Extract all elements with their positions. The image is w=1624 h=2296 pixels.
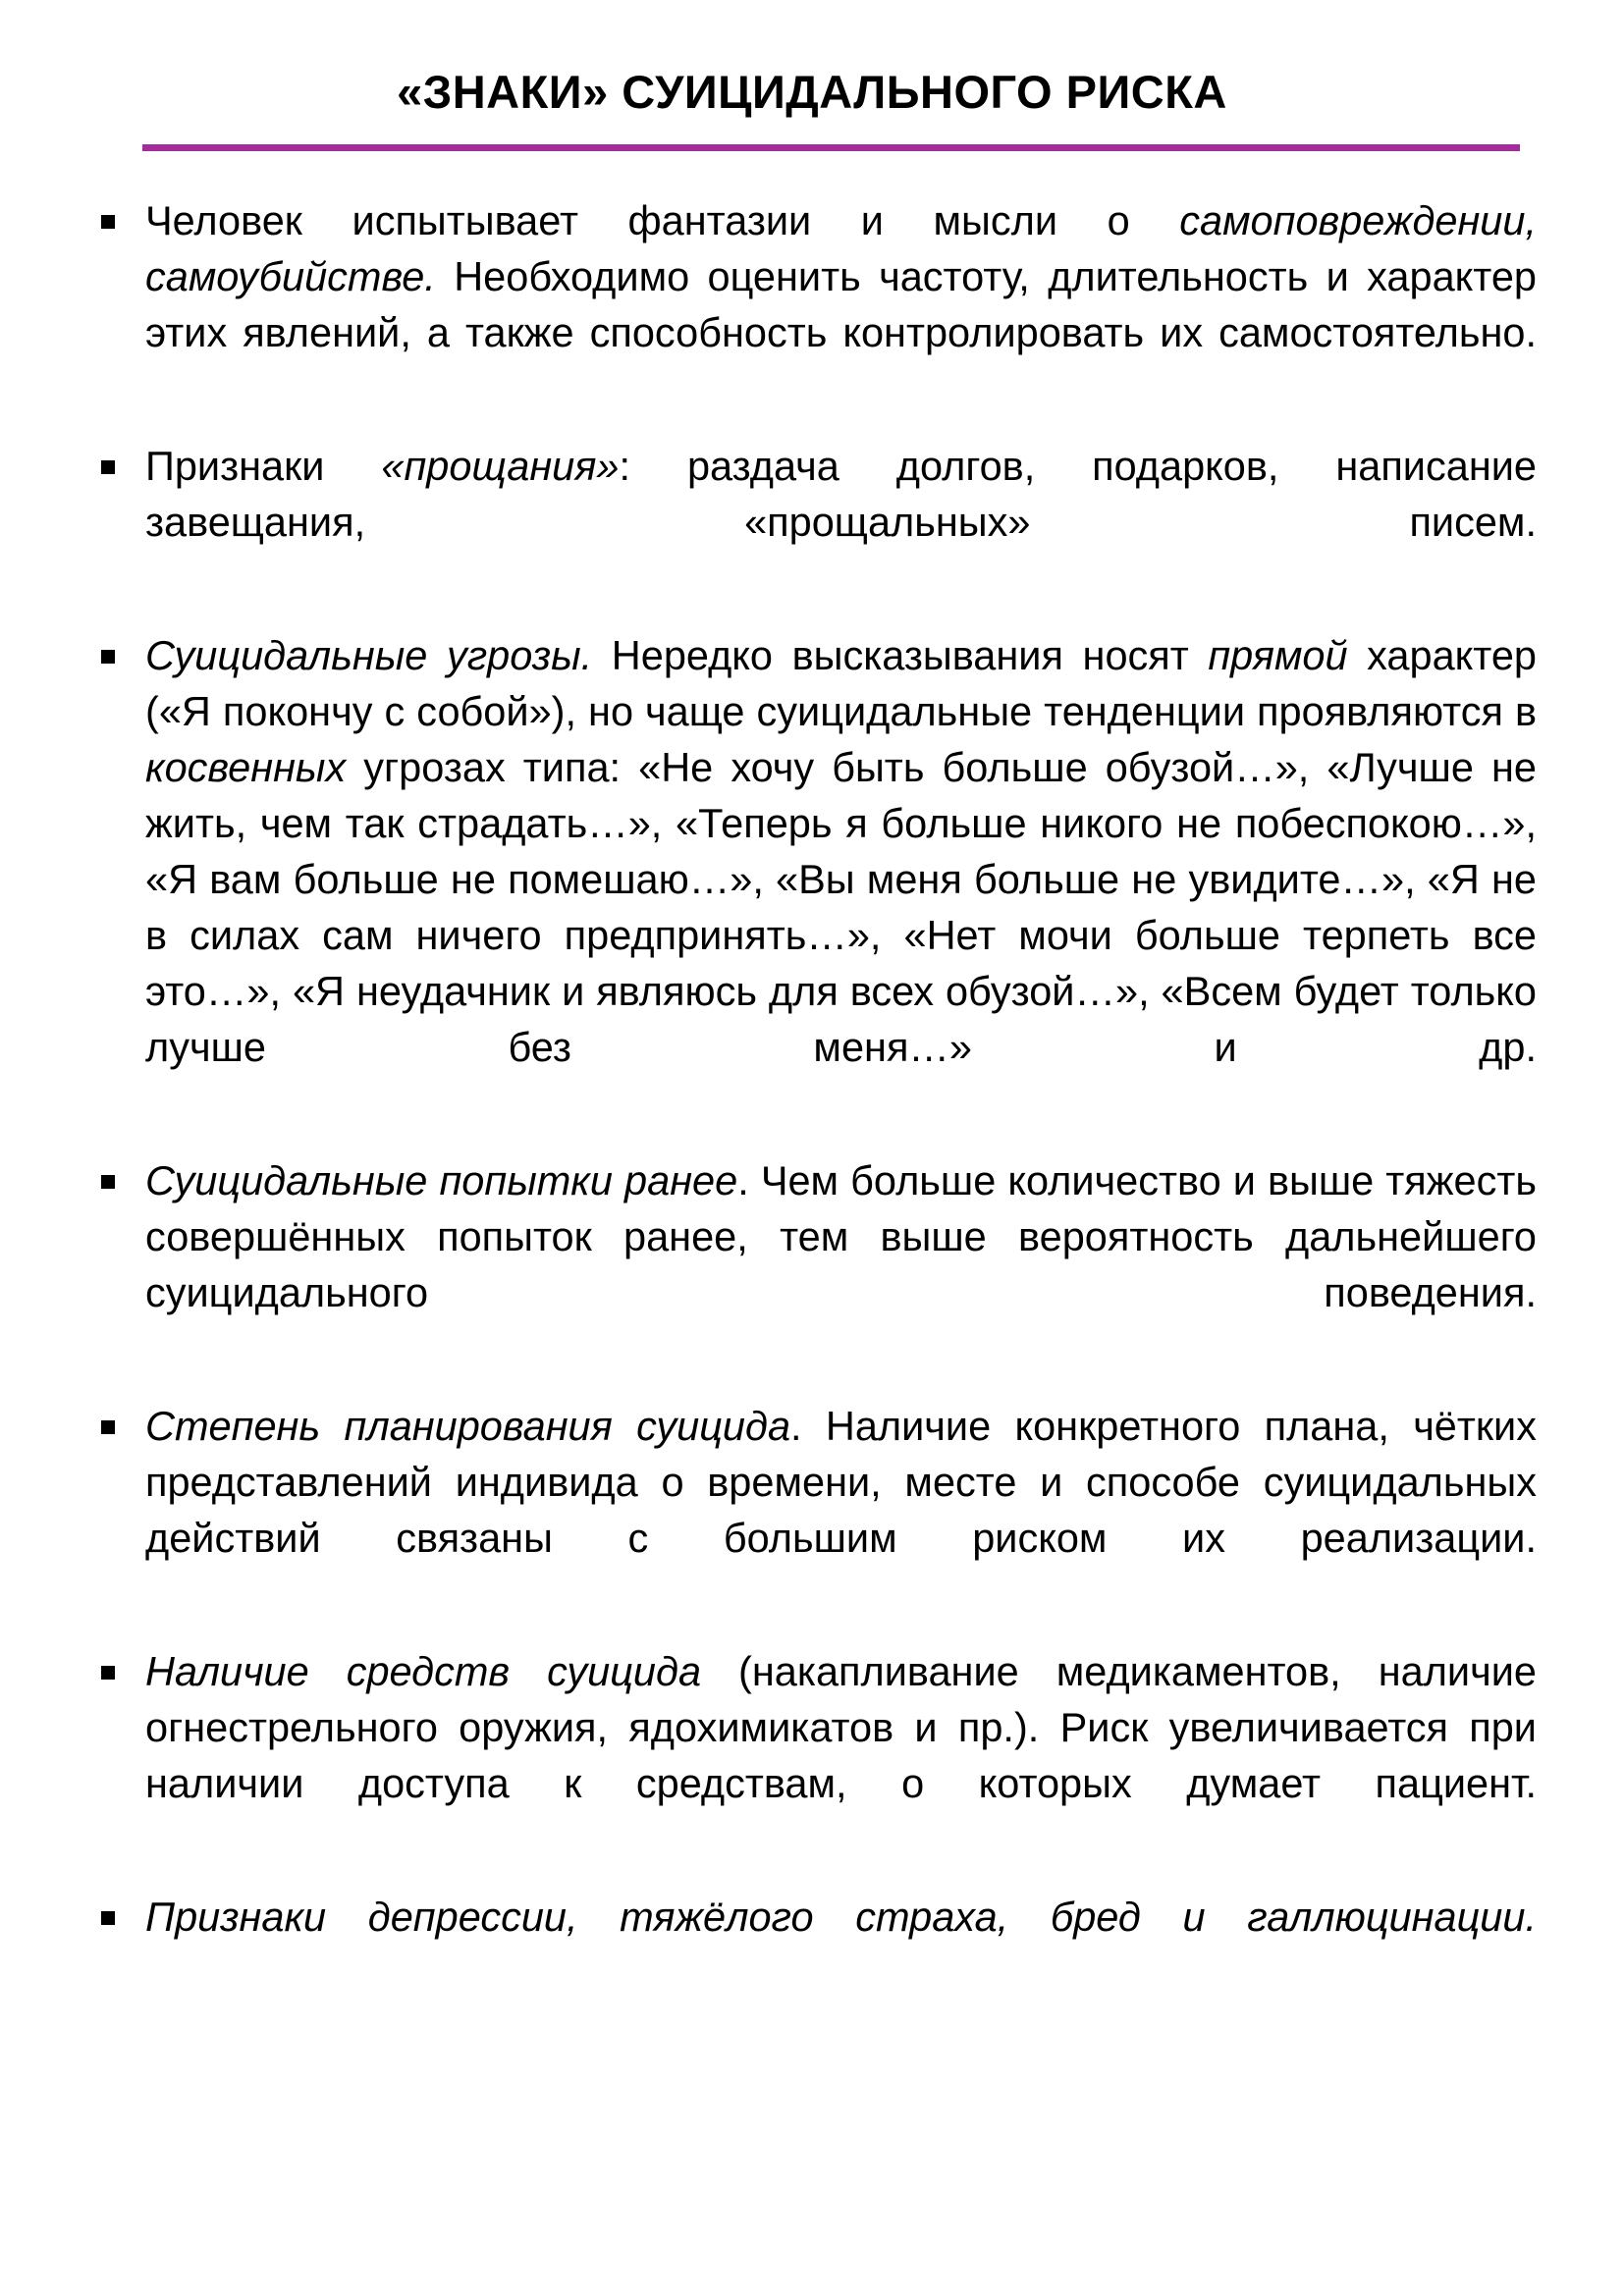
list-item <box>93 1889 1537 2001</box>
bullet-square-icon <box>101 215 115 229</box>
text-segment-emphasis: «прощания» <box>381 443 620 489</box>
page-title: «ЗНАКИ» СУИЦИДАЛЬНОГО РИСКА <box>397 66 1227 119</box>
text-segment-emphasis: Признаки депрессии, тяжёлого страха, бред и галлюцинации. <box>145 1894 1537 1940</box>
text-segment: (накапливание медикаментов, наличие огнестрельного оружия, ядохимикатов и пр.). Риск увеличивается при наличии доступа к средствам, о которых думает пациент. <box>145 1648 1538 1806</box>
risk-signs-list <box>93 192 1537 2001</box>
text-segment: : раздача долгов, подарков, написание завещания, «прощальных» писем. <box>145 443 1537 545</box>
list-item-text <box>145 627 1537 1131</box>
list-item-text <box>145 192 1537 416</box>
bullet-square-icon <box>101 1911 115 1925</box>
text-segment-emphasis: Суицидальные попытки ранее <box>145 1157 738 1203</box>
text-segment: Нередко высказывания носят <box>592 632 1209 678</box>
text-segment: угрозах типа: «Не хочу быть больше обузой…», «Лучше не жить, чем так страдать…», «Теперь я больше никого не побеспокою…», «Я вам больше не помешаю…», «Вы меня больше не увидите…», «Я не в силах сам ничего предпринять…», «Нет мочи больше терпеть все это…», «Я неудачник и являюсь для всех обузой…», «Всем будет только лучше без меня…» и др. <box>145 744 1537 1070</box>
text-segment-emphasis: самоповреждении, самоубийстве. <box>145 197 1537 299</box>
text-segment: Признаки <box>145 443 382 489</box>
list-item <box>93 192 1537 416</box>
list-item-text <box>145 1152 1537 1376</box>
text-segment-emphasis: прямой <box>1208 632 1348 678</box>
document-body <box>93 192 1537 2001</box>
bullet-square-icon <box>101 1666 115 1680</box>
list-item <box>93 627 1537 1131</box>
bullet-square-icon <box>101 1175 115 1189</box>
list-item <box>93 438 1537 606</box>
list-item <box>93 1398 1537 1622</box>
text-segment: характер («Я покончу с собой»), но чаще суицидальные тенденции проявляются в <box>145 632 1537 734</box>
list-item-text <box>145 438 1537 606</box>
text-segment: Необходимо оценить частоту, длительность и характер этих явлений, а также способность контролировать их самостоятельно. <box>145 253 1537 355</box>
text-segment-emphasis: косвенных <box>145 744 347 790</box>
title-divider-rule <box>142 144 1520 151</box>
list-item-text <box>145 1889 1537 2001</box>
text-segment-emphasis: Степень планирования суицида <box>145 1403 791 1449</box>
list-item <box>93 1152 1537 1376</box>
text-segment: . Чем больше количество и выше тяжесть совершённых попыток ранее, тем выше вероятность дальнейшего суицидального поведения. <box>145 1157 1537 1315</box>
bullet-square-icon <box>101 650 115 664</box>
list-item <box>93 1643 1537 1867</box>
bullet-square-icon <box>101 460 115 474</box>
text-segment: Человек испытывает фантазии и мысли о <box>145 197 1180 243</box>
text-segment: . Наличие конкретного плана, чётких представлений индивида о времени, месте и способе суицидальных действий связаны с большим риском их реализации. <box>145 1403 1537 1561</box>
text-segment-emphasis: Суицидальные угрозы. <box>145 632 593 678</box>
list-item-text <box>145 1643 1537 1867</box>
bullet-square-icon <box>101 1420 115 1434</box>
text-segment-emphasis: Наличие средств суицида <box>145 1648 702 1694</box>
list-item-text <box>145 1398 1537 1622</box>
